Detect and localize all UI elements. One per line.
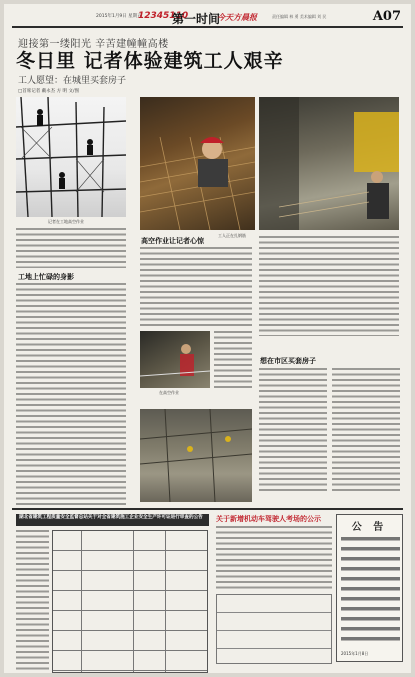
newspaper-page: [4, 4, 411, 673]
page-header: [12, 10, 403, 28]
rebar-worker-photo: [140, 97, 255, 230]
hotline-number: 12345110: [138, 11, 189, 21]
article-text-block: [140, 247, 252, 327]
scaffold-workers-photo: [16, 97, 126, 217]
section-head-3: 想在市区买套房子: [260, 357, 316, 365]
highrise-work-photo: [140, 331, 210, 388]
announcement-text: [341, 537, 400, 647]
notice-text-block: [16, 530, 49, 670]
section-head-1: 工地上忙碌的身影: [18, 273, 74, 281]
section-head-2: 高空作业让记者心惊: [141, 237, 204, 245]
construction-site-photo: [259, 97, 399, 230]
article-byline: □首席记者 戴永杰 方 明 文/图: [18, 89, 79, 94]
public-notice-text: [216, 526, 332, 590]
article-subhead: 工人愿望：在城里买套房子: [18, 76, 127, 86]
article-headline: 冬日里 记者体验建筑工人艰辛: [16, 50, 284, 72]
article-text-block: [259, 236, 399, 336]
notice-title: 湖北省建筑工程质量安全监督总站关于对全省建筑施工企业安全生产许可证进行审查的公告: [16, 514, 209, 526]
site-overview-photo: [140, 409, 252, 502]
announcement-box: [336, 514, 403, 662]
article-text-block: [16, 228, 126, 268]
article-text-block: [332, 368, 400, 492]
photo1-caption: 记者在工地高空作业: [48, 219, 84, 224]
photo2-caption: 工人正在扎钢筋: [218, 233, 246, 238]
article-text-block: [259, 368, 327, 492]
public-notice-title: 关于新增机动车驾驶人考场的公示: [216, 515, 321, 523]
article-text-block: [214, 331, 252, 388]
notice-table: [52, 530, 208, 673]
section-name: 第一时间: [172, 12, 221, 26]
paper-logo: 今天方晨报: [217, 13, 257, 22]
photo4-caption: 在高空作业: [159, 390, 179, 395]
public-notice-table: [216, 594, 332, 664]
article-kicker: 迎接第一缕阳光 辛苦建幢幢高楼: [18, 39, 169, 50]
issue-date: 2015年1月9日 星期五: [96, 14, 142, 19]
editor-credits: 责任编辑 林 勇 美术编辑 刘 民: [272, 14, 327, 19]
section-divider: [12, 508, 403, 510]
announcement-title: 公 告: [351, 522, 388, 533]
article-text-block: [16, 283, 126, 509]
page-number: A07: [372, 9, 401, 24]
announcement-date: 2015年1月8日: [341, 651, 369, 656]
